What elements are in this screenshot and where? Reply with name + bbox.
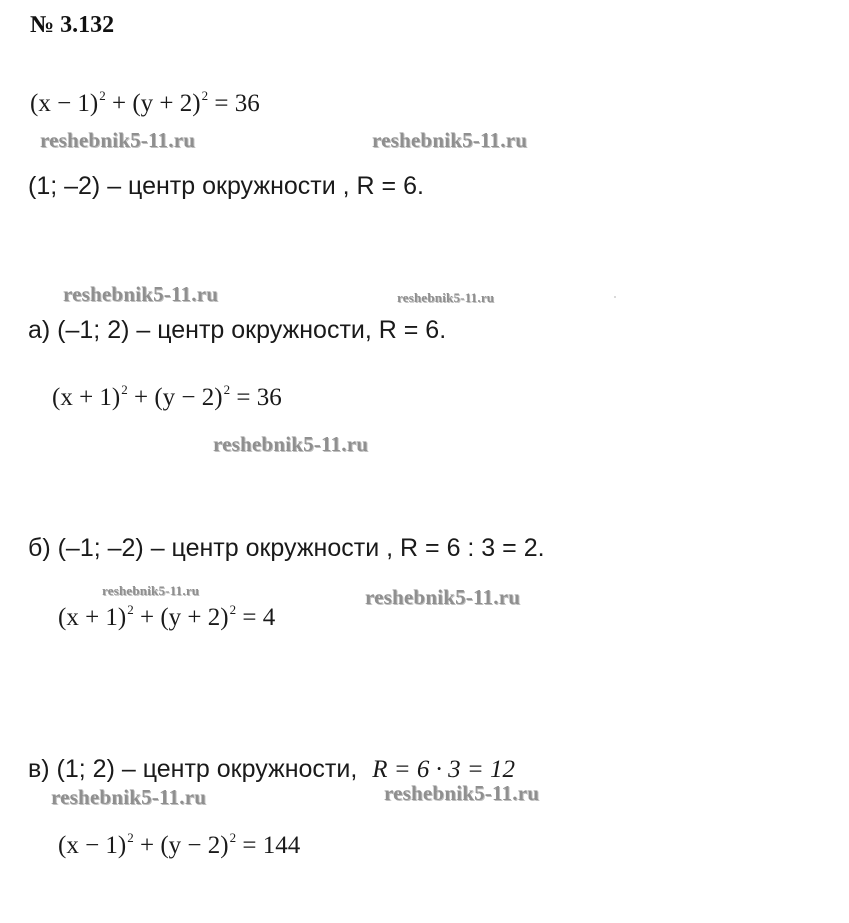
equals-sign: =: [214, 90, 229, 117]
term-b: (y − 2): [160, 832, 229, 859]
part-a-formula: [52, 382, 282, 412]
term-a: (x + 1): [58, 604, 127, 631]
equals-sign: =: [236, 384, 251, 411]
exp: 2: [99, 88, 106, 103]
part-b-line: б) (–1; –2) – центр окружности , R = 6 : 3 = 2.: [28, 534, 545, 562]
term-a: (x − 1): [30, 90, 99, 117]
plus-sign: +: [134, 384, 149, 411]
watermark: reshebnik5-11.ru: [51, 785, 207, 809]
exp: 2: [223, 382, 231, 397]
exp: 2: [229, 602, 237, 617]
exp: 2: [229, 830, 237, 845]
equals-sign: =: [242, 832, 257, 859]
watermark: reshebnik5-11.ru: [40, 128, 196, 152]
term-b: (y + 2): [160, 604, 229, 631]
term-b: (y + 2): [132, 90, 201, 117]
watermark: reshebnik5-11.ru: [365, 585, 521, 609]
term-a: (x + 1): [52, 384, 121, 411]
watermark: reshebnik5-11.ru: [102, 583, 200, 598]
watermark: reshebnik5-11.ru: [372, 128, 528, 152]
plus-sign: +: [140, 832, 155, 859]
speck: [614, 296, 616, 298]
watermark: reshebnik5-11.ru: [384, 781, 540, 805]
part-v-radius: R = 6 · 3 = 12: [372, 756, 516, 783]
plus-sign: +: [112, 90, 127, 117]
exp: 2: [127, 602, 134, 617]
exp: 2: [121, 382, 128, 397]
part-v-formula: [58, 830, 300, 860]
part-b-formula: [58, 602, 275, 632]
rhs: 36: [256, 384, 282, 411]
intro-center-line: (1; –2) – центр окружности , R = 6.: [28, 172, 424, 200]
watermark: reshebnik5-11.ru: [63, 282, 219, 306]
rhs: 144: [262, 832, 301, 859]
part-v-prefix: в) (1; 2) – центр окружности,: [28, 755, 358, 783]
intro-formula: [30, 88, 260, 118]
rhs: 4: [262, 604, 276, 631]
watermark: reshebnik5-11.ru: [397, 290, 495, 305]
exp: 2: [127, 830, 134, 845]
term-b: (y − 2): [154, 384, 223, 411]
rhs: 36: [234, 90, 260, 117]
problem-title: № 3.132: [30, 12, 115, 38]
term-a: (x − 1): [58, 832, 127, 859]
part-a-line: а) (–1; 2) – центр окружности, R = 6.: [28, 316, 447, 344]
equals-sign: =: [242, 604, 257, 631]
part-v-line: [28, 755, 515, 784]
exp: 2: [201, 88, 209, 103]
plus-sign: +: [140, 604, 155, 631]
watermark: reshebnik5-11.ru: [213, 432, 369, 456]
